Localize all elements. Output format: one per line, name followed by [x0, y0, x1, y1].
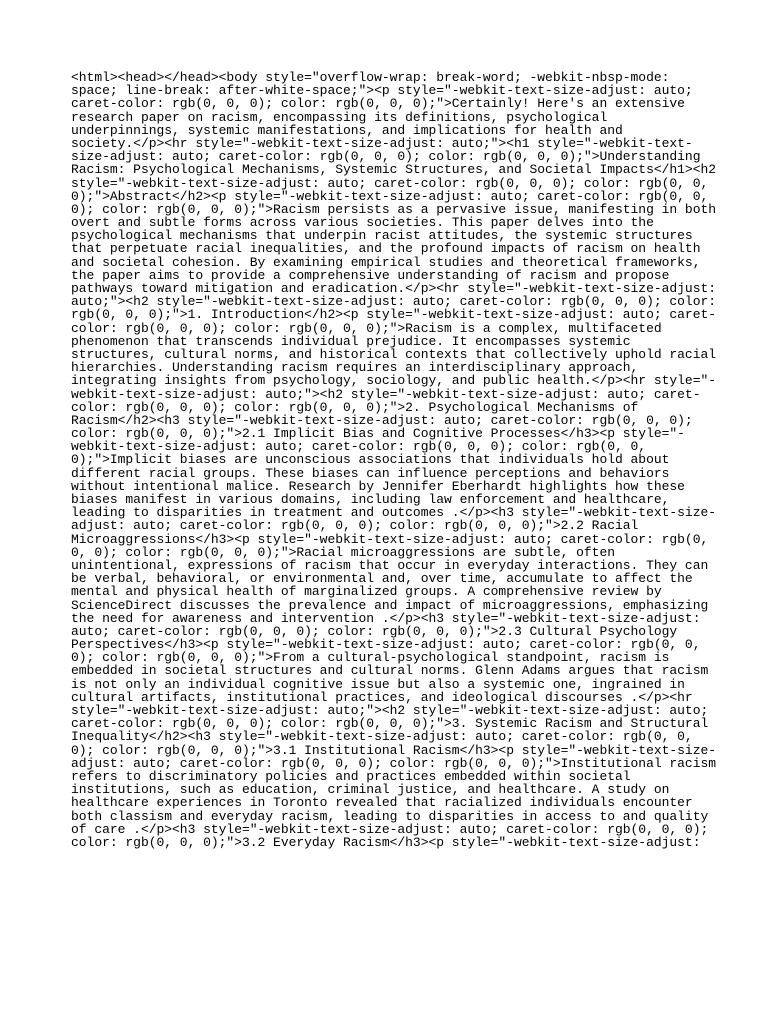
text-line: auto; caret-color: rgb(0, 0, 0); color: rgb(0, 0, 0);">2.3 Cultural Psychology — [71, 623, 678, 639]
text-line: hierarchies. Understanding racism requires an interdisciplinary approach, — [71, 360, 639, 376]
text-line: structures, cultural norms, and historical contexts that collectively uphold racial — [71, 346, 717, 362]
text-line: size-adjust: auto; caret-color: rgb(0, 0, 0); color: rgb(0, 0, 0);">Understanding — [71, 149, 701, 165]
text-line: Microaggressions</h3><p style="-webkit-text-size-adjust: auto; caret-color: rgb(0, — [71, 531, 709, 547]
text-line: <html><head></head><body style="overflow-wrap: break-word; -webkit-nbsp-mode: — [71, 70, 670, 85]
text-line: unintentional, expressions of racism that occur in everyday interactions. They can — [71, 557, 709, 573]
text-line: 0); color: rgb(0, 0, 0);">Racism persists as a pervasive issue, manifesting in both — [71, 201, 717, 217]
text-line: embedded in societal structures and cultural norms. Glenn Adams argues that racism — [71, 663, 709, 679]
text-line: caret-color: rgb(0, 0, 0); color: rgb(0, 0, 0);">Certainly! Here's an extensive — [71, 96, 685, 112]
text-line: Perspectives</h3><p style="-webkit-text-size-adjust: auto; caret-color: rgb(0, 0, — [71, 637, 701, 653]
text-line: research paper on racism, encompassing its definitions, psychological — [71, 109, 608, 125]
text-line: institutions, such as education, criminal justice, and healthcare. A study on — [71, 782, 670, 798]
text-line: cultural artifacts, institutional practices, and ideological discourses .</p><hr — [71, 689, 693, 705]
text-line: 0);">Abstract</h2><p style="-webkit-text-size-adjust: auto; caret-color: rgb(0, 0, — [71, 188, 709, 204]
text-line: color: rgb(0, 0, 0);">3.2 Everyday Racism</h3><p style="-webkit-text-size-adjust: — [71, 834, 701, 850]
text-line: space; line-break: after-white-space;"><p style="-webkit-text-size-adjust: auto; — [71, 83, 693, 99]
text-line: 0);">Implicit biases are unconscious associations that individuals hold about — [71, 452, 670, 468]
text-line: 0); color: rgb(0, 0, 0);">3.1 Institutional Racism</h3><p style="-webkit-text-size- — [71, 742, 717, 758]
text-line: the paper aims to provide a comprehensive understanding of racism and propose — [71, 267, 670, 283]
text-line: both classism and everyday racism, leading to disparities in access to and quality — [71, 808, 709, 824]
text-line: leading to disparities in treatment and outcomes .</p><h3 style="-webkit-text-size- — [71, 505, 717, 521]
text-line: pathways toward mitigation and eradication.</p><hr style="-webkit-text-size-adjust: — [71, 281, 717, 296]
text-line: 0); color: rgb(0, 0, 0);">From a cultural-psychological standpoint, racism is — [71, 650, 670, 666]
text-line: without intentional malice. Research by Jennifer Eberhardt highlights how these — [71, 478, 685, 494]
text-line: color: rgb(0, 0, 0); color: rgb(0, 0, 0);">2. Psychological Mechanisms of — [71, 399, 639, 415]
text-line: phenomenon that transcends individual prejudice. It encompasses systemic — [71, 333, 631, 349]
text-line: integrating insights from psychology, sociology, and public health.</p><hr style="- — [71, 373, 717, 389]
text-line: refers to discriminatory policies and practices embedded within societal — [71, 768, 631, 784]
text-line: society.</p><hr style="-webkit-text-size-adjust: auto;"><h1 style="-webkit-text- — [71, 135, 693, 151]
text-line: overt and subtle forms across various societies. This paper delves into the — [71, 215, 654, 231]
text-line: that perpetuate racial inequalities, and the profound impacts of racism on health — [71, 241, 701, 257]
text-line: adjust: auto; caret-color: rgb(0, 0, 0); color: rgb(0, 0, 0);">2.2 Racial — [71, 518, 639, 534]
text-line: color: rgb(0, 0, 0); color: rgb(0, 0, 0);">Racism is a complex, multifaceted — [71, 320, 662, 336]
text-line: Racism</h2><h3 style="-webkit-text-size-adjust: auto; caret-color: rgb(0, 0, 0); — [71, 412, 693, 428]
text-line: rgb(0, 0, 0);">1. Introduction</h2><p style="-webkit-text-size-adjust: auto; caret- — [71, 307, 717, 323]
text-line: mental and physical health of marginalized groups. A comprehensive review by — [71, 584, 662, 600]
text-line: style="-webkit-text-size-adjust: auto;"><h2 style="-webkit-text-size-adjust: auto; — [71, 703, 709, 718]
text-line: ScienceDirect discusses the prevalence and impact of microaggressions, emphasizing — [71, 597, 709, 613]
text-line: auto;"><h2 style="-webkit-text-size-adjust: auto; caret-color: rgb(0, 0, 0); color: — [71, 294, 717, 310]
text-line: and societal cohesion. By examining empirical studies and theoretical frameworks, — [71, 254, 701, 270]
text-line: is not only an individual cognitive issue but also a systemic one, ingrained in — [71, 676, 685, 692]
text-line: Inequality</h2><h3 style="-webkit-text-size-adjust: auto; caret-color: rgb(0, 0, — [71, 729, 693, 745]
text-line: Racism: Psychological Mechanisms, Systemic Structures, and Societal Impacts</h1><h2 — [71, 162, 717, 178]
text-line: webkit-text-size-adjust: auto;"><h2 style="-webkit-text-size-adjust: auto; caret- — [71, 386, 701, 402]
text-line: 0, 0); color: rgb(0, 0, 0);">Racial microaggressions are subtle, often — [71, 544, 615, 560]
text-line: caret-color: rgb(0, 0, 0); color: rgb(0, 0, 0);">3. Systemic Racism and Structural — [71, 716, 709, 732]
text-line: the need for awareness and intervention .</p><h3 style="-webkit-text-size-adjust: — [71, 610, 701, 626]
text-line: biases manifest in various domains, including law enforcement and healthcare, — [71, 492, 670, 507]
text-line: be verbal, behavioral, or environmental and, over time, accumulate to affect the — [71, 571, 693, 587]
text-line: underpinnings, systemic manifestations, and implications for health and — [71, 122, 623, 138]
text-line: color: rgb(0, 0, 0);">2.1 Implicit Bias and Cognitive Processes</h3><p style="- — [71, 426, 685, 442]
text-line: different racial groups. These biases can influence perceptions and behaviors — [71, 465, 670, 481]
text-line: webkit-text-size-adjust: auto; caret-color: rgb(0, 0, 0); color: rgb(0, 0, — [71, 439, 647, 455]
text-line: adjust: auto; caret-color: rgb(0, 0, 0); color: rgb(0, 0, 0);">Institutional racism — [71, 755, 717, 771]
text-line: of care .</p><h3 style="-webkit-text-size-adjust: auto; caret-color: rgb(0, 0, 0); — [71, 821, 709, 837]
text-line: healthcare experiences in Toronto revealed that racialized individuals encounter — [71, 795, 693, 811]
text-line: style="-webkit-text-size-adjust: auto; caret-color: rgb(0, 0, 0); color: rgb(0, 0, — [71, 175, 709, 191]
text-line: psychological mechanisms that underpin racist attitudes, the systemic structures — [71, 228, 693, 244]
source-text-block — [71, 71, 768, 849]
